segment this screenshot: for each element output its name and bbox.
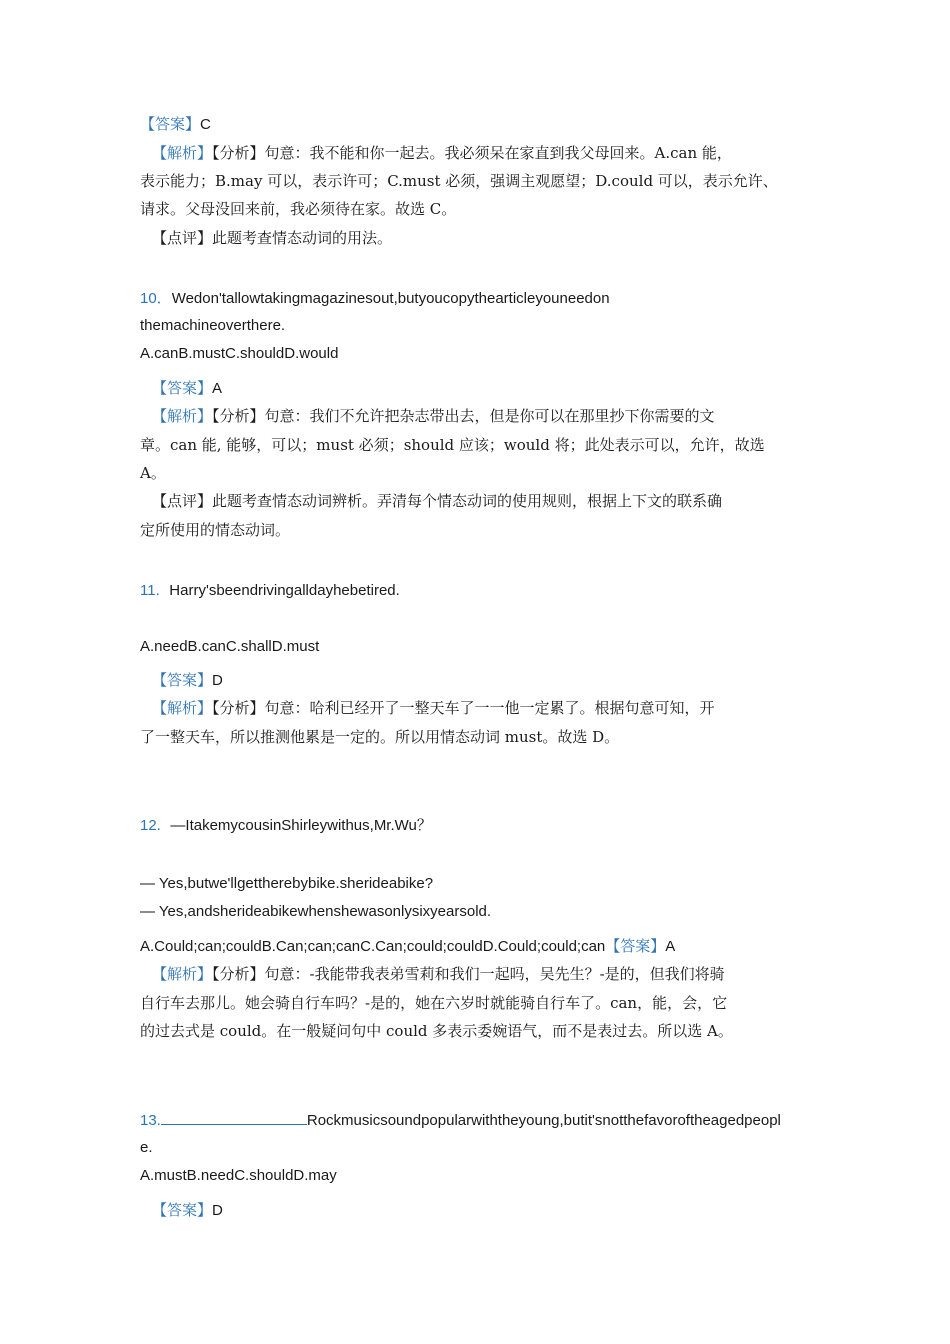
q11-analysis-line-2: 了一整天车，所以推测他累是一定的。所以用情态动词 must。故选 D。 — [140, 728, 620, 746]
question-stem: Harry'sbeendrivingalldayhebetired. — [169, 582, 400, 599]
q11-stem — [140, 580, 400, 601]
q12-dialogue-line-3: — Yes,andsherideabikewhenshewasonlysixyearsold. — [140, 903, 492, 920]
answer-tag: 【答案】 — [152, 379, 213, 397]
q10-analysis-line-2: 章。can 能, 能够，可以；must 必须；should 应该；would 将；此处表示可以，允许，故选 — [140, 436, 765, 454]
question-stem: Wedon'tallowtakingmagazinesout,butyoucopythearticleyouneedon — [171, 290, 610, 307]
question-stem: Rockmusicsoundpopularwiththeyoung,butit'snotthefavoroftheagedpeopl — [306, 1112, 781, 1129]
q11-options: A.needB.canC.shallD.must — [140, 638, 320, 655]
q13-stem-line-2: e. — [140, 1139, 153, 1156]
answer-tag: 【答案】 — [152, 671, 213, 689]
q10-comment-line-1: 【点评】此题考查情态动词辨析。弄清每个情态动词的使用规则，根据上下文的联系确 — [152, 492, 723, 510]
q12-analysis-line-3: 的过去式是 could。在一般疑问句中 could 多表示委婉语气，而不是表过去。所以选 A。 — [140, 1022, 733, 1040]
q10-stem-line-2: themachineoverthere. — [140, 317, 286, 334]
question-stem: —ItakemycousinShirleywithus,Mr.Wu？ — [170, 817, 432, 834]
answer-value: D — [212, 1202, 223, 1219]
q12-stem — [140, 815, 432, 836]
q9-analysis-line-1 — [152, 143, 732, 163]
question-number: 13. — [140, 1112, 161, 1129]
q9-analysis-line-2: 表示能力；B.may 可以，表示许可；C.must 必须，强调主观愿望；D.could 可以，表示允许、 — [140, 172, 778, 190]
analysis-text: 【分析】句意：我们不允许把杂志带出去，但是你可以在那里抄下你需要的文 — [212, 407, 715, 425]
answer-value: A — [665, 938, 676, 955]
answer-value: C — [200, 116, 211, 133]
analysis-text: 【分析】句意：我不能和你一起去。我必须呆在家直到我父母回来。A.can 能， — [212, 144, 732, 162]
q9-analysis-line-3: 请求。父母没回来前，我必须待在家。故选 C。 — [140, 200, 457, 218]
answer-tag: 【答案】 — [605, 937, 666, 955]
question-number: 10． — [140, 290, 172, 307]
analysis-tag: 【解析】 — [152, 699, 213, 717]
analysis-text: 【分析】句意：-我能带我表弟雪莉和我们一起吗，吴先生？-是的，但我们将骑 — [212, 965, 725, 983]
q12-analysis-line-1 — [152, 964, 725, 984]
analysis-tag: 【解析】 — [152, 407, 213, 425]
answer-tag: 【答案】 — [152, 1201, 213, 1219]
q10-analysis-line-1 — [152, 406, 715, 426]
q10-stem-line-1 — [140, 288, 610, 309]
answer-value: A — [212, 380, 223, 397]
options: A.Could;can;couldB.Can;can;canC.Can;could;couldD.Could;could;can — [140, 938, 606, 955]
q11-analysis-line-1 — [152, 698, 715, 718]
answer-value: D — [212, 672, 223, 689]
q12-options-answer — [140, 936, 675, 957]
analysis-tag: 【解析】 — [152, 965, 213, 983]
answer-blank — [161, 1110, 307, 1125]
question-number: 11. — [140, 582, 160, 599]
q13-stem-line-1 — [140, 1110, 781, 1131]
q10-answer — [152, 378, 222, 399]
q13-answer — [152, 1200, 223, 1221]
q12-dialogue-line-2: — Yes,butwe'llgettherebybike.sherideabike? — [140, 875, 434, 892]
q12-analysis-line-2: 自行车去那儿。她会骑自行车吗？-是的，她在六岁时就能骑自行车了。can，能，会，它 — [140, 994, 728, 1012]
q9-comment: 【点评】此题考查情态动词的用法。 — [152, 229, 393, 247]
analysis-text: 【分析】句意：哈利已经开了一整天车了一一他一定累了。根据句意可知，开 — [212, 699, 715, 717]
q10-options: A.canB.mustC.shouldD.would — [140, 345, 339, 362]
q9-answer — [140, 114, 211, 135]
q10-comment-line-2: 定所使用的情态动词。 — [140, 521, 291, 539]
q11-answer — [152, 670, 223, 691]
analysis-tag: 【解析】 — [152, 144, 213, 162]
answer-tag: 【答案】 — [140, 115, 201, 133]
q10-analysis-line-3: A。 — [140, 464, 166, 482]
question-number: 12. — [140, 817, 161, 834]
q13-options: A.mustB.needC.shouldD.may — [140, 1167, 337, 1184]
